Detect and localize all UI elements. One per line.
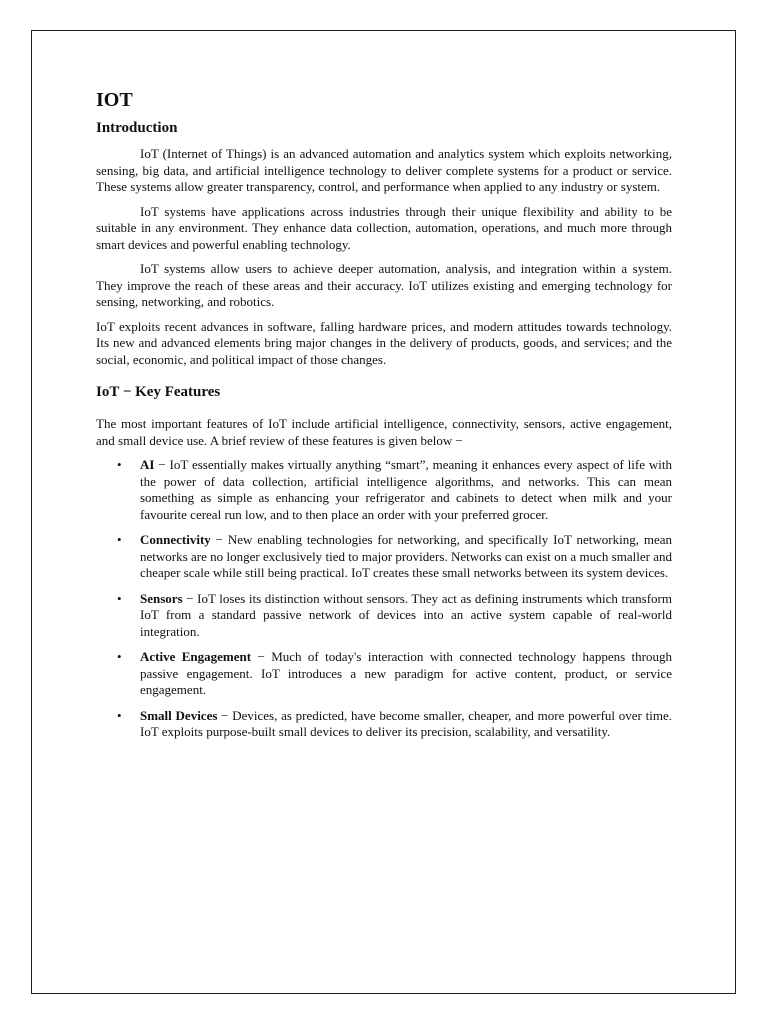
- feature-description: − IoT essentially makes virtually anything “smart”, meaning it enhances every aspect of life with the power of data collection, artificial intelligence algorithms, and networks. This can mean something as simple as enhancing your refrigerator and cabinets to detect when milk and your favourite cereal run low, and to then place an order with your preferred grocer.: [140, 457, 672, 522]
- feature-description: − Much of today's interaction with connected technology happens through passive engagement. IoT introduces a new paradigm for active content, product, or service engagement.: [140, 649, 672, 697]
- feature-item: [96, 457, 672, 523]
- features-intro: The most important features of IoT include artificial intelligence, connectivity, sensors, active engagement, and small device use. A brief review of these features is given below −: [96, 416, 672, 448]
- bullet-icon: •: [117, 532, 122, 547]
- features-list: [96, 457, 672, 741]
- bullet-icon: •: [117, 649, 122, 664]
- feature-item: [96, 591, 672, 641]
- feature-term: AI: [140, 457, 155, 472]
- feature-description: − IoT loses its distinction without sensors. They act as defining instruments which transform IoT from a standard passive network of devices into an active system capable of real-world integration.: [140, 590, 672, 639]
- feature-description: − New enabling technologies for networking, and specifically IoT networking, mean networks are no longer exclusively tied to major providers. Networks can exist on a much smaller and cheaper scale while still being practical. IoT creates these small networks between its system devices.: [140, 532, 672, 580]
- intro-paragraph: IoT (Internet of Things) is an advanced automation and analytics system which exploits networking, sensing, big data, and artificial intelligence technology to deliver complete systems for a product or service. These systems allow greater transparency, control, and performance when applied to any industry or system.: [96, 146, 672, 194]
- intro-paragraph: IoT systems allow users to achieve deeper automation, analysis, and integration within a system. They improve the reach of these areas and their accuracy. IoT utilizes existing and emerging technology for sensing, networking, and robotics.: [96, 261, 672, 309]
- bullet-icon: •: [117, 707, 122, 723]
- document-title: IOT: [96, 89, 133, 111]
- feature-term: Connectivity: [140, 532, 211, 547]
- intro-paragraph: IoT exploits recent advances in software, falling hardware prices, and modern attitudes towards technology. Its new and advanced elements bring major changes in the delivery of products, goods, and services; and the social, economic, and political impact of those changes.: [96, 318, 672, 367]
- bullet-icon: •: [117, 590, 122, 606]
- bullet-icon: •: [117, 457, 122, 472]
- intro-heading: Introduction: [96, 120, 178, 136]
- feature-term: Sensors: [140, 590, 183, 606]
- features-heading: IoT − Key Features: [96, 384, 221, 400]
- document-body: [96, 88, 672, 750]
- feature-item: [96, 532, 672, 582]
- feature-item: [96, 649, 672, 699]
- feature-item: [96, 708, 672, 741]
- feature-description: − Devices, as predicted, have become smaller, cheaper, and more powerful over time. IoT exploits purpose-built small devices to deliver its precision, scalability, and versatility.: [140, 707, 672, 739]
- feature-term: Active Engagement: [140, 649, 252, 664]
- intro-paragraph: IoT systems have applications across industries through their unique flexibility and ability to be suitable in any environment. They enhance data collection, automation, operations, and much more through smart devices and powerful enabling technology.: [96, 203, 672, 252]
- feature-term: Small Devices: [140, 707, 218, 723]
